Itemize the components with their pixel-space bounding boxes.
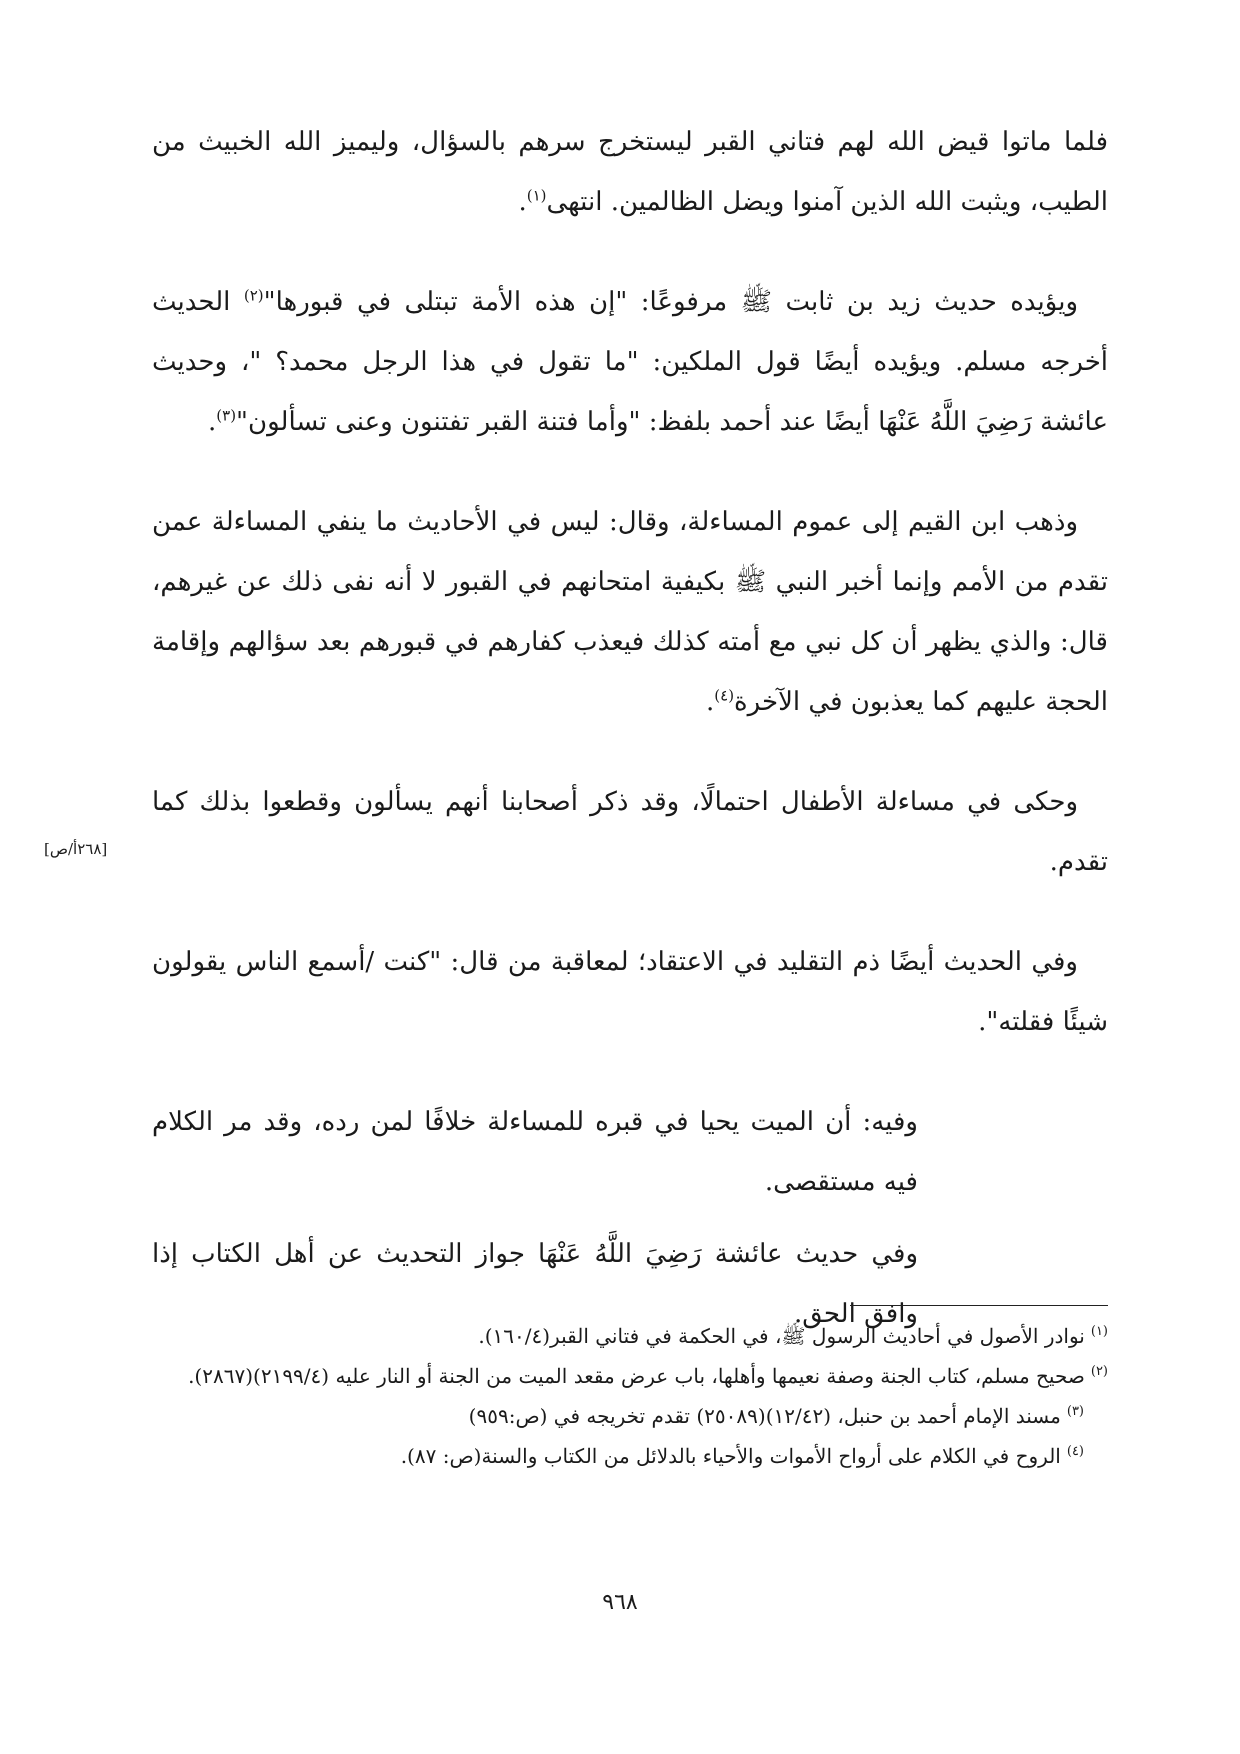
footnote-number: (١) bbox=[1090, 1324, 1108, 1340]
paragraph-2-end: . bbox=[208, 407, 217, 437]
footnote-ref-4[interactable]: (٤) bbox=[714, 686, 735, 705]
paragraph-3 bbox=[152, 492, 1108, 732]
footnote-text: الروح في الكلام على أرواح الأموات والأحياء بالدلائل من الكتاب والسنة(ص: ٨٧). bbox=[400, 1444, 1061, 1468]
footnote-text: مسند الإمام أحمد بن حنبل، (١٢/٤٢)(٢٥٠٨٩) تقدم تخريجه في (ص:٩٥٩) bbox=[468, 1404, 1061, 1428]
paragraph-5: وفي الحديث أيضًا ذم التقليد في الاعتقاد؛ لمعاقبة من قال: "كنت /أسمع الناس يقولون شيئًا فقلته". bbox=[152, 947, 1108, 1037]
footnote-2 bbox=[152, 1356, 1108, 1396]
paragraph-1-text: فلما ماتوا قيض الله لهم فتاني القبر ليستخرج سرهم بالسؤال، وليميز الله الخبيث من الطيب، ويثبت الله الذين آمنوا ويضل الظالمين. انتهى bbox=[152, 127, 1108, 217]
footnote-4 bbox=[152, 1436, 1108, 1476]
footnote-text: نوادر الأصول في أحاديث الرسول ﷺ، في الحكمة في فتاني القبر(١٦٠/٤). bbox=[478, 1324, 1085, 1348]
paragraph-7: وفي حديث عائشة رَضِيَ اللَّهُ عَنْهَا جواز التحديث عن أهل الكتاب إذا وافق الحق. bbox=[152, 1239, 918, 1329]
footnote-number: (٣) bbox=[1066, 1404, 1084, 1420]
paragraph-3-end: . bbox=[706, 687, 715, 717]
paragraph-1 bbox=[152, 112, 1108, 232]
footnote-3 bbox=[152, 1396, 1108, 1436]
footnote-ref-3[interactable]: (٣) bbox=[216, 406, 237, 425]
footnote-number: (٢) bbox=[1090, 1364, 1108, 1380]
paragraph-2-text-a: ويؤيده حديث زيد بن ثابت ﷺ مرفوعًا: "إن هذه الأمة تبتلى في قبورها" bbox=[263, 287, 1079, 317]
footnote-ref-2[interactable]: (٢) bbox=[243, 286, 264, 305]
paragraph-1-end: . bbox=[518, 187, 527, 217]
main-text bbox=[152, 112, 1108, 1384]
paragraph-2 bbox=[152, 272, 1108, 452]
paragraph-2-text-b: الحديث أخرجه مسلم. ويؤيده أيضًا قول الملكين: "ما تقول في هذا الرجل محمد؟ "، وحديث عائشة رَضِيَ اللَّهُ عَنْهَا أيضًا عند أحمد بلفظ: "وأما فتنة القبر تفتنون وعنى تسألون" bbox=[152, 287, 1108, 437]
paragraph-4: وحكى في مساءلة الأطفال احتمالًا، وقد ذكر أصحابنا أنهم يسألون وقطعوا بذلك كما تقدم. bbox=[152, 787, 1108, 877]
footnote-number: (٤) bbox=[1066, 1444, 1084, 1460]
page-number: ٩٦٨ bbox=[602, 1590, 638, 1615]
footnote-text: صحيح مسلم، كتاب الجنة وصفة نعيمها وأهلها، باب عرض مقعد الميت من الجنة أو النار عليه (٢١٩٩/٤)(٢٨٦٧). bbox=[188, 1364, 1085, 1388]
footnote-1 bbox=[152, 1316, 1108, 1356]
paragraph-3-text: وذهب ابن القيم إلى عموم المساءلة، وقال: ليس في الأحاديث ما ينفي المساءلة عمن تقدم من الأمم وإنما أخبر النبي ﷺ بكيفية امتحانهم في القبور لا أنه نفى ذلك عن غيرهم، قال: والذي يظهر أن كل نبي مع أمته كذلك فيعذب كفارهم في قبورهم بعد سؤالهم وإقامة الحجة عليهم كما يعذبون في الآخرة bbox=[152, 507, 1108, 717]
manuscript-folio-marker: [٢٦٨أ/ص] bbox=[44, 840, 108, 858]
paragraph-6: وفيه: أن الميت يحيا في قبره للمساءلة خلافًا لمن رده، وقد مر الكلام فيه مستقصى. bbox=[152, 1107, 918, 1197]
footnotes bbox=[152, 1316, 1108, 1476]
footnote-divider bbox=[850, 1305, 1108, 1306]
footnote-ref-1[interactable]: (١) bbox=[526, 186, 547, 205]
